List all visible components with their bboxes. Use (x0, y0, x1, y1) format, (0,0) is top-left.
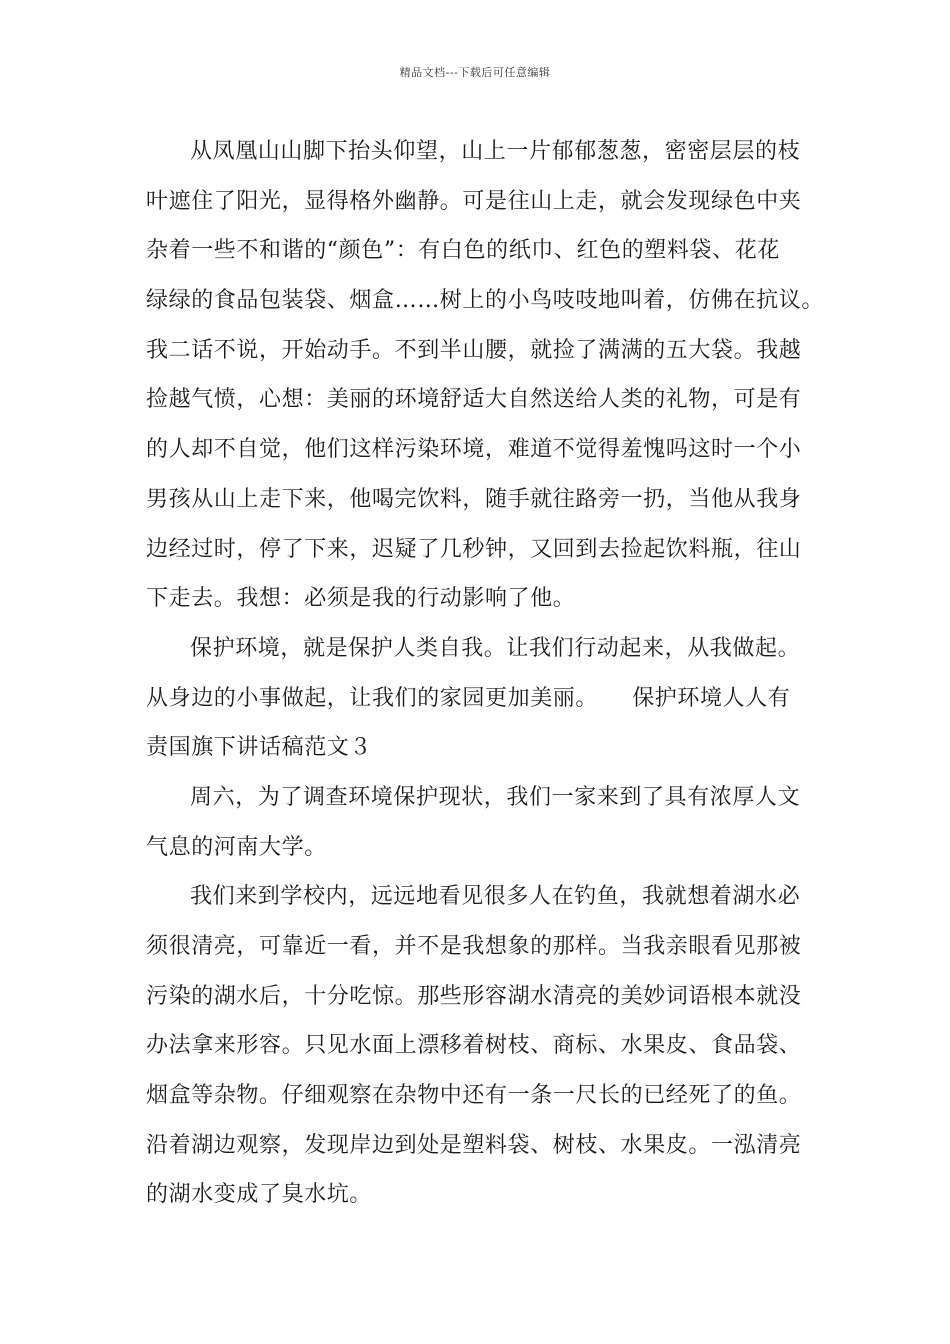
text-line: 的人却不自觉，他们这样污染环境，难道不觉得羞愧吗这时一个小 (146, 437, 802, 463)
text-line: 从凤凰山山脚下抬头仰望，山上一片郁郁葱葱，密密层层的枝 (190, 139, 801, 164)
text-line: 从身边的小事做起，让我们的家园更加美丽。 保护环境人人有 (146, 685, 791, 711)
text-line: 边经过时，停了下来，迟疑了几秒钟，又回到去捡起饮料瓶，往山 (146, 536, 802, 562)
text-line: 我二话不说，开始动手。不到半山腰，就捡了满满的五大袋。我越 (146, 337, 802, 363)
text-line: 叶遮住了阳光，显得格外幽静。可是往山上走，就会发现绿色中夹 (146, 188, 802, 214)
text-line: 办法拿来形容。只见水面上漂移着树枝、商标、水果皮、食品袋、 (146, 1033, 802, 1059)
text-line: 杂着一些不和谐的“颜色”：有白色的纸巾、红色的塑料袋、花花 (146, 238, 780, 264)
text-line: 男孩从山上走下来，他喝完饮料，随手就往路旁一扔，当他从我身 (146, 486, 802, 512)
document-body (146, 132, 825, 1225)
text-line: 我们来到学校内，远远地看见很多人在钓鱼，我就想着湖水必 (190, 884, 801, 910)
text-line: 气息的河南大学。 (146, 834, 327, 860)
text-line: 的湖水变成了臭水坑。 (146, 1182, 373, 1208)
text-line: 污染的湖水后，十分吃惊。那些形容湖水清亮的美妙词语根本就没 (146, 983, 802, 1009)
text-line: 须很清亮，可靠近一看，并不是我想象的那样。当我亲眼看见那被 (146, 934, 802, 959)
text-line: 责国旗下讲话稿范文３ (146, 735, 373, 761)
text-line: 绿绿的食品包装袋、烟盒……树上的小鸟吱吱地叫着，仿佛在抗议。 (146, 288, 825, 314)
text-line: 烟盒等杂物。仔细观察在杂物中还有一条一尺长的已经死了的鱼。 (146, 1083, 802, 1109)
page-header: 精品文档---下载后可任意编辑 (399, 66, 551, 79)
text-line: 周六，为了调查环境保护现状，我们一家来到了具有浓厚人文 (190, 784, 801, 810)
text-line: 保护环境，就是保护人类自我。让我们行动起来，从我做起。 (190, 635, 801, 661)
text-line: 下走去。我想：必须是我的行动影响了他。 (146, 586, 576, 612)
text-line: 捡越气愤，心想：美丽的环境舒适大自然送给人类的礼物，可是有 (146, 387, 802, 413)
text-line: 沿着湖边观察，发现岸边到处是塑料袋、树枝、水果皮。一泓清亮 (146, 1132, 802, 1158)
